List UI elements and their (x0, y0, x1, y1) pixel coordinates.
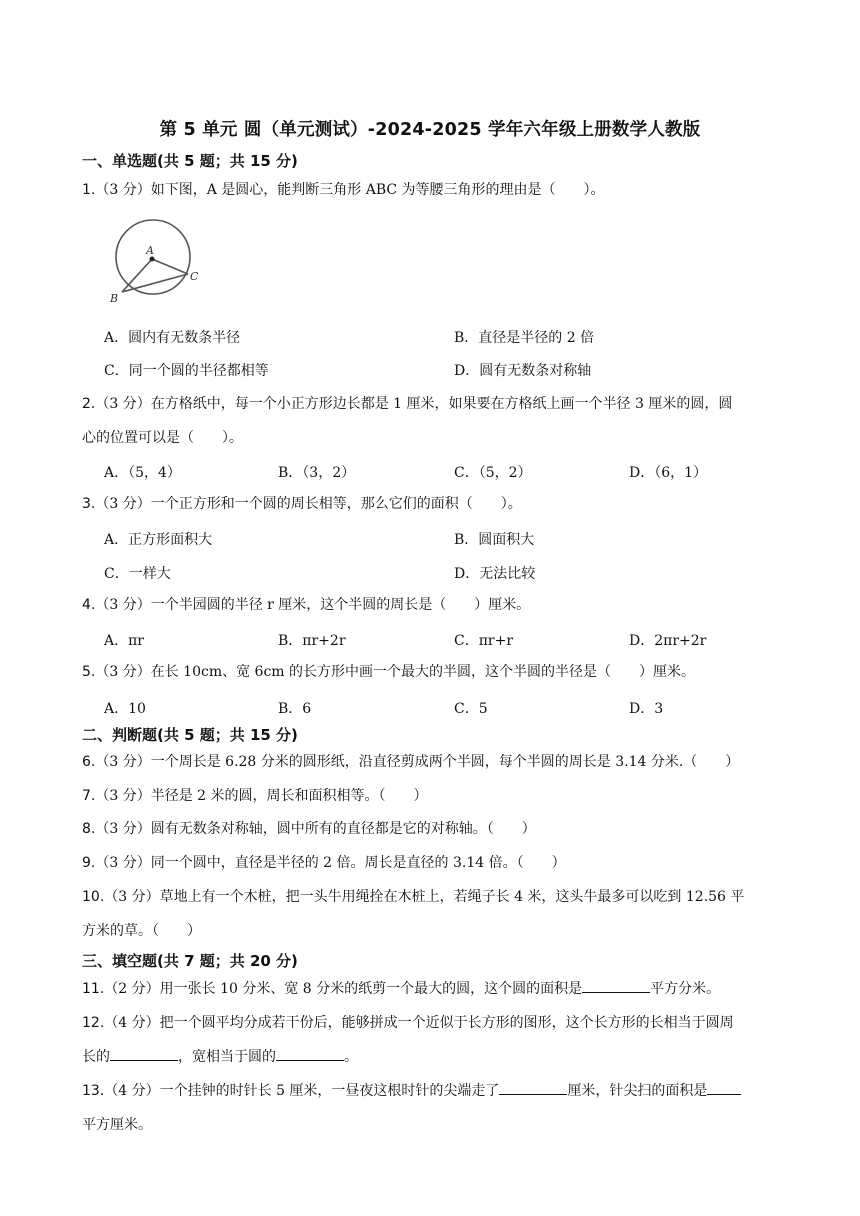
q4-option-b: B．πr+2r (278, 633, 346, 649)
question-7 (82, 779, 812, 813)
question-2 (82, 387, 812, 455)
q4-option-d: D．2πr+2r (629, 633, 707, 649)
q5-option-c: C．5 (454, 701, 488, 717)
question-4 (82, 588, 812, 622)
question-text: （3 分）一个正方形和一个圆的周长相等，那么它们的面积（ ）。 (95, 496, 522, 512)
q3-option-d: D．无法比较 (454, 566, 536, 582)
question-number: 11. (82, 981, 105, 997)
question-text-post: 平方分米。 (650, 981, 721, 997)
question-9 (82, 846, 812, 880)
question-text: （3 分）同一个圆中，直径是半径的 2 倍。周长是直径的 3.14 倍。（ ） (95, 855, 566, 871)
q3-option-a: A．正方形面积大 (104, 532, 213, 548)
question-number: 7. (82, 788, 96, 804)
q3-option-b: B．圆面积大 (454, 532, 535, 548)
question-13 (82, 1074, 812, 1142)
q4-option-c: C．πr+r (454, 633, 514, 649)
question-number: 5. (82, 664, 96, 680)
q1-option-d: D．圆有无数条对称轴 (454, 363, 592, 379)
question-text: （3 分）一个周长是 6.28 分米的圆形纸，沿直径剪成两个半圆，每个半圆的周长是 3.14 分米.（ ） (95, 754, 740, 770)
question-text-line1: （4 分）把一个圆平均分成若干份后，能够拼成一个近似于长方形的图形，这个长方形的长相当于圆周 (104, 1015, 734, 1031)
question-3 (82, 487, 812, 521)
label-a: A (146, 244, 154, 257)
question-number: 13. (82, 1083, 105, 1099)
section-heading-single-choice: 一、单选题(共 5 题；共 15 分) (82, 152, 298, 170)
q4-option-a: A．πr (104, 633, 145, 649)
q2-option-b: B．（3，2） (278, 465, 356, 481)
question-number: 6. (82, 754, 96, 770)
segment-bc (122, 274, 188, 292)
question-number: 1. (82, 182, 96, 198)
question-number: 9. (82, 855, 96, 871)
question-1 (82, 173, 812, 207)
question-number: 10. (82, 889, 105, 905)
question-8 (82, 812, 812, 846)
q5-option-a: A．10 (104, 701, 146, 717)
question-12 (82, 1006, 812, 1074)
q2-option-d: D．（6，1） (629, 465, 708, 481)
question-number: 8. (82, 821, 96, 837)
segment-ac (152, 259, 188, 274)
q1-option-b: B．直径是半径的 2 倍 (454, 330, 595, 346)
question-text-line1: （3 分）在方格纸中，每一个小正方形边长都是 1 厘米，如果要在方格纸上画一个半径 3 厘米的圆，圆 (95, 396, 733, 412)
q2-option-c: C．（5，2） (454, 465, 532, 481)
question-text-line2: 方米的草。（ ） (82, 923, 201, 939)
page-title: 第 5 单元 圆（单元测试）-2024-2025 学年六年级上册数学人教版 (159, 120, 701, 140)
question-10 (82, 880, 812, 948)
question-text: （3 分）如下图，A 是圆心，能判断三角形 ABC 为等腰三角形的理由是（ ）。 (95, 182, 605, 198)
answer-blank[interactable] (582, 978, 650, 993)
question-5 (82, 655, 812, 689)
segment-ab (122, 259, 152, 292)
question-text: （3 分）圆有无数条对称轴，圆中所有的直径都是它的对称轴。（ ） (95, 821, 536, 837)
question-text: （3 分）半径是 2 米的圆，周长和面积相等。（ ） (95, 788, 428, 804)
question-number: 3. (82, 496, 96, 512)
question-6 (82, 745, 812, 779)
question-text-line2: 心的位置可以是（ ）。 (82, 430, 243, 446)
q5-option-d: D．3 (629, 701, 664, 717)
question-text: （3 分）在长 10cm、宽 6cm 的长方形中画一个最大的半圆，这个半圆的半径是（ ）厘米。 (95, 664, 696, 680)
answer-blank[interactable] (499, 1080, 567, 1095)
circle-triangle-figure (108, 214, 204, 306)
question-text-line2: 平方厘米。 (82, 1117, 152, 1133)
q3-option-c: C．一样大 (104, 566, 171, 582)
answer-blank[interactable] (276, 1046, 344, 1061)
answer-blank[interactable] (707, 1080, 741, 1095)
question-text-line2-pre: 长的 (82, 1049, 110, 1065)
question-text-line1: （3 分）草地上有一个木桩，把一头牛用绳拴在木桩上，若绳子长 4 米，这头牛最多可以吃到 12.56 平 (104, 889, 745, 905)
question-number: 12. (82, 1015, 105, 1031)
question-text-mid: 厘米，针尖扫的面积是 (567, 1083, 708, 1099)
question-number: 4. (82, 597, 96, 613)
answer-blank[interactable] (110, 1046, 178, 1061)
question-text-line2-mid: ，宽相当于圆的 (178, 1049, 276, 1065)
question-text: （2 分）用一张长 10 分米、宽 8 分米的纸剪一个最大的圆，这个圆的面积是 (104, 981, 583, 997)
section-heading-fill-blank: 三、填空题(共 7 题；共 20 分) (82, 952, 298, 970)
q1-option-c: C．同一个圆的半径都相等 (104, 363, 269, 379)
question-text-line2-post: 。 (344, 1049, 358, 1065)
q2-option-a: A．（5，4） (104, 465, 181, 481)
center-point (150, 257, 155, 262)
section-heading-true-false: 二、判断题(共 5 题；共 15 分) (82, 726, 298, 744)
label-c: C (190, 270, 199, 283)
q5-option-b: B．6 (278, 701, 312, 717)
question-text: （3 分）一个半园圆的半径 r 厘米，这个半圆的周长是（ ）厘米。 (95, 597, 531, 613)
question-text-pre: （4 分）一个挂钟的时针长 5 厘米，一昼夜这根时针的尖端走了 (104, 1083, 500, 1099)
question-number: 2. (82, 396, 96, 412)
q1-option-a: A．圆内有无数条半径 (104, 330, 241, 346)
question-11 (82, 972, 812, 1006)
label-b: B (110, 292, 119, 305)
